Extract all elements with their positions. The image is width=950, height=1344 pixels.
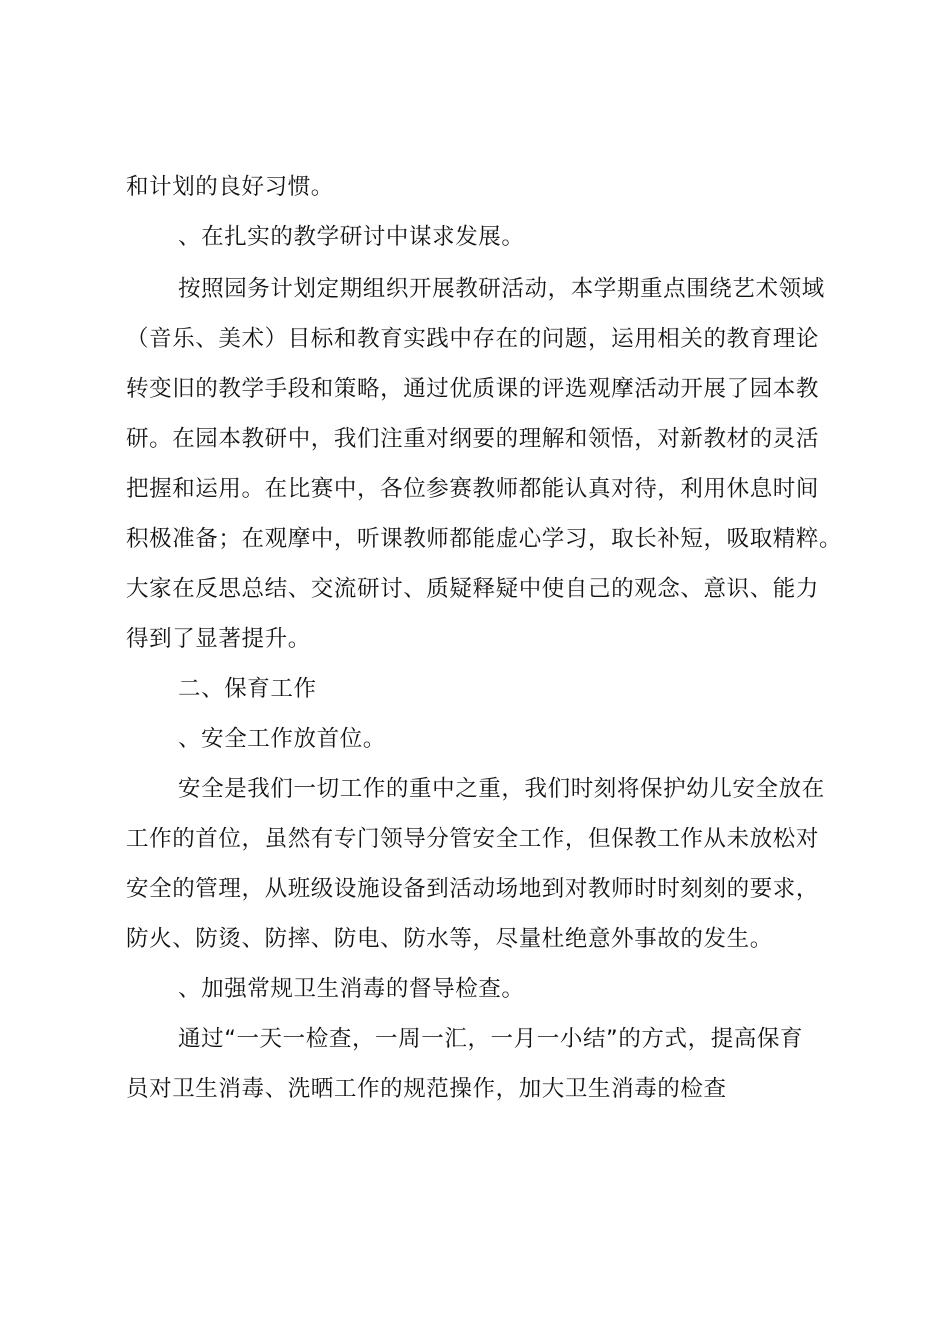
text-line-4: （音乐、美术）目标和教育实践中存在的问题，运用相关的教育理论 — [126, 326, 820, 352]
text-line-5: 转变旧的教学手段和策略，通过优质课的评选观摩活动开展了园本教 — [126, 376, 820, 402]
text-line-10: 得到了显著提升。 — [126, 626, 311, 652]
text-line-19: 员对卫生消毒、洗晒工作的规范操作，加大卫生消毒的检查 — [126, 1076, 727, 1102]
section-heading-childcare: 二、保育工作 — [178, 676, 317, 702]
subheading-teaching-research: 、在扎实的教学研讨中谋求发展。 — [178, 224, 525, 250]
text-line-14: 工作的首位，虽然有专门领导分管安全工作，但保教工作从未放松对 — [126, 826, 820, 852]
text-line-13: 安全是我们一切工作的重中之重，我们时刻将保护幼儿安全放在 — [178, 776, 825, 802]
subheading-safety: 、安全工作放首位。 — [178, 726, 386, 752]
text-line-3: 按照园务计划定期组织开展教研活动，本学期重点围绕艺术领域 — [178, 276, 825, 302]
text-line-7: 把握和运用。在比赛中，各位参赛教师都能认真对待，利用休息时间 — [126, 476, 820, 502]
text-line-18: 通过“一天一检查，一周一汇，一月一小结”的方式，提高保育 — [178, 1026, 804, 1052]
text-line-6: 研。在园本教研中，我们注重对纲要的理解和领悟，对新教材的灵活 — [126, 426, 820, 452]
text-line-16: 防火、防烫、防摔、防电、防水等，尽量杜绝意外事故的发生。 — [126, 926, 773, 952]
text-line-1: 和计划的良好习惯。 — [126, 174, 334, 200]
text-line-9: 大家在反思总结、交流研讨、质疑释疑中使自己的观念、意识、能力 — [126, 576, 820, 602]
text-line-15: 安全的管理，从班级设施设备到活动场地到对教师时时刻刻的要求， — [126, 876, 820, 902]
subheading-hygiene: 、加强常规卫生消毒的督导检查。 — [178, 976, 525, 1002]
text-line-8: 积极准备；在观摩中，听课教师都能虚心学习，取长补短，吸取精粹。 — [126, 526, 843, 552]
